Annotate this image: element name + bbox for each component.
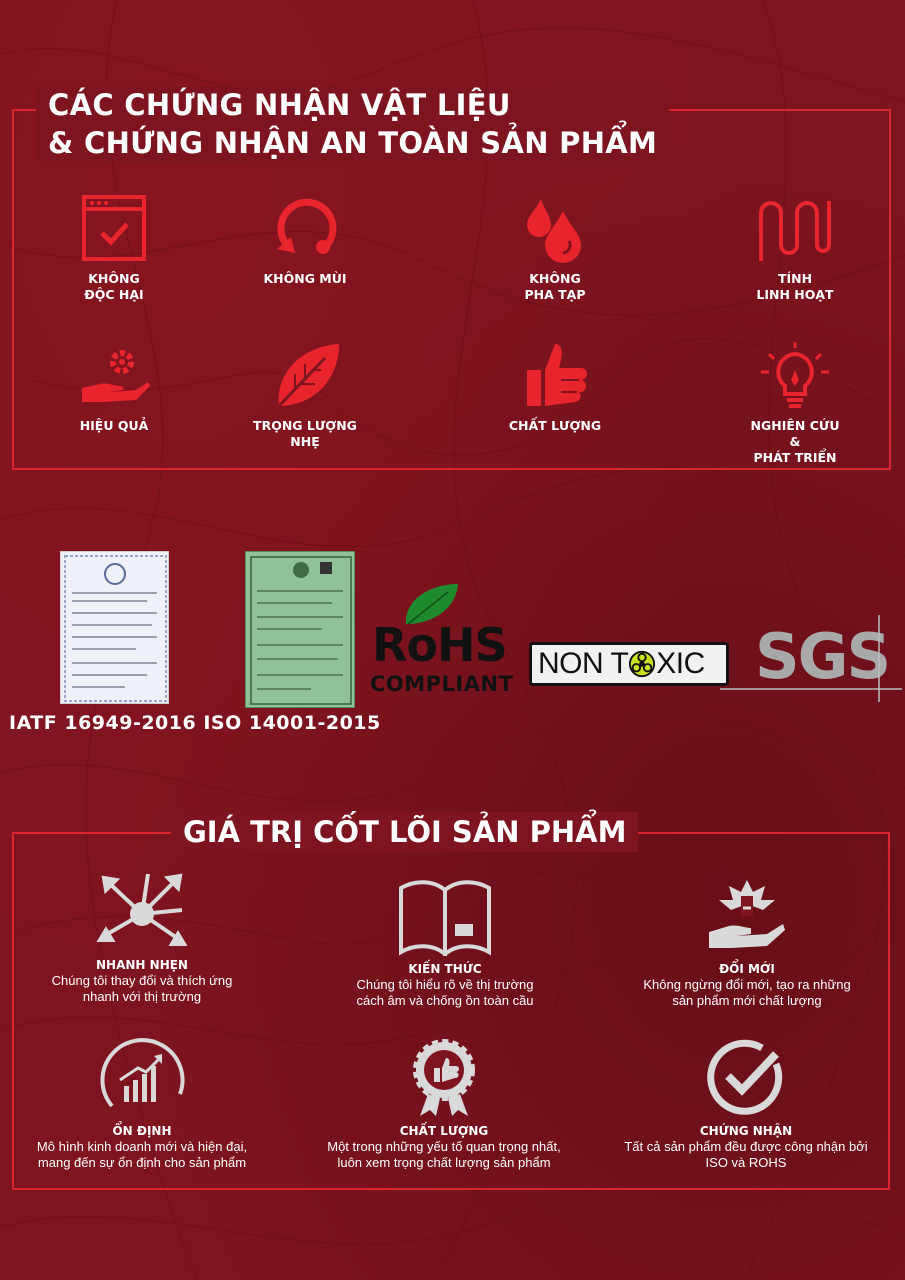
drops-icon	[515, 193, 595, 265]
feature-label: TRỌNG LƯỢNG NHẸ	[253, 418, 357, 449]
rohs-compliant-logo	[370, 580, 516, 705]
certificate-seal-icon	[246, 552, 356, 709]
feature-odorless	[225, 193, 385, 287]
hand-idea-icon	[697, 874, 797, 956]
non-toxic-logo	[529, 642, 729, 686]
refresh-circle-icon	[265, 193, 345, 265]
feature-label: KHÔNG PHA TẠP	[524, 271, 586, 302]
feature-label: KHÔNG MÙI	[263, 271, 347, 286]
feature-label: CHẤT LƯỢNG	[508, 418, 602, 433]
feature-non-toxic	[34, 193, 194, 303]
core-value-description: Chúng tôi hiểu rõ về thị trường cách âm và chống ồn toàn cầu	[356, 977, 534, 1008]
core-value-description: Chúng tôi thay đổi và thích ứng nhanh với thị trường	[51, 973, 233, 1004]
arrows-burst-icon	[92, 870, 192, 952]
section2-title: GIÁ TRỊ CỐT LÕI SẢN PHẨM	[171, 812, 638, 852]
feature-quality	[475, 340, 635, 434]
core-value-certification	[601, 1036, 891, 1171]
section1-title-line2: & CHỨNG NHẬN AN TOÀN SẢN PHẨM	[48, 126, 658, 160]
core-value-heading: NHANH NHẸN	[96, 958, 188, 972]
hand-gear-icon	[74, 340, 154, 412]
feature-label: TÍNH LINH HOẠT	[756, 271, 834, 302]
feature-pure	[475, 193, 635, 303]
certificate-caption: IATF 16949-2016 ISO 14001-2015	[9, 712, 381, 734]
core-value-heading: KIẾN THỨC	[408, 962, 482, 976]
feature-effective	[34, 340, 194, 434]
growth-chart-icon	[92, 1036, 192, 1118]
feature-label: NGHIÊN CỨU & PHÁT TRIỂN	[750, 418, 840, 465]
iso-certificate-image	[245, 551, 355, 708]
non-toxic-text-right: XIC	[656, 647, 705, 680]
core-value-description: Một trong những yếu tố quan trọng nhất, luôn xem trọng chất lượng sản phẩm	[327, 1139, 561, 1170]
biohazard-icon	[628, 650, 656, 678]
iatf-certificate-image	[60, 551, 169, 704]
core-value-heading: CHỨNG NHẬN	[699, 1124, 793, 1138]
rohs-text: RoHS	[372, 618, 507, 672]
feature-label: HIỆU QUẢ	[79, 418, 149, 433]
thumbs-up-icon	[515, 340, 595, 412]
rohs-compliant-text: COMPLIANT	[370, 672, 514, 696]
core-value-description: Không ngừng đổi mới, tạo ra những sản phẩm mới chất lượng	[643, 977, 851, 1008]
non-toxic-text-left: NON T	[538, 647, 629, 680]
feature-label: KHÔNG ĐỘC HẠI	[84, 271, 144, 302]
browser-check-icon	[74, 193, 154, 265]
leaf-icon	[265, 340, 345, 412]
wave-line-icon	[755, 193, 835, 265]
section1-title-line1: CÁC CHỨNG NHẬN VẬT LIỆU	[48, 88, 511, 122]
feature-flexible	[715, 193, 875, 303]
feature-lightweight	[225, 340, 385, 450]
core-value-knowledge	[300, 874, 590, 1009]
section1-title	[36, 86, 669, 162]
core-value-agile	[0, 870, 287, 1005]
lightbulb-icon	[755, 340, 835, 412]
open-book-icon	[395, 874, 495, 956]
sgs-logo: SGS	[755, 620, 890, 693]
core-value-heading: CHẤT LƯỢNG	[399, 1124, 489, 1138]
quality-badge-icon	[394, 1036, 494, 1118]
core-value-heading: ỔN ĐỊNH	[112, 1124, 172, 1138]
core-value-heading: ĐỔI MỚI	[719, 962, 775, 976]
core-value-description: Tất cả sản phẩm đều được công nhận bởi ISO và ROHS	[624, 1139, 868, 1170]
core-value-quality	[299, 1036, 589, 1171]
core-value-stability	[0, 1036, 287, 1171]
core-value-innovation	[602, 874, 892, 1009]
core-value-description: Mô hình kinh doanh mới và hiện đại, mang đến sự ổn định cho sản phẩm	[36, 1139, 248, 1170]
feature-research	[715, 340, 875, 466]
certificate-seal-icon	[61, 552, 170, 705]
check-circle-icon	[696, 1036, 796, 1118]
